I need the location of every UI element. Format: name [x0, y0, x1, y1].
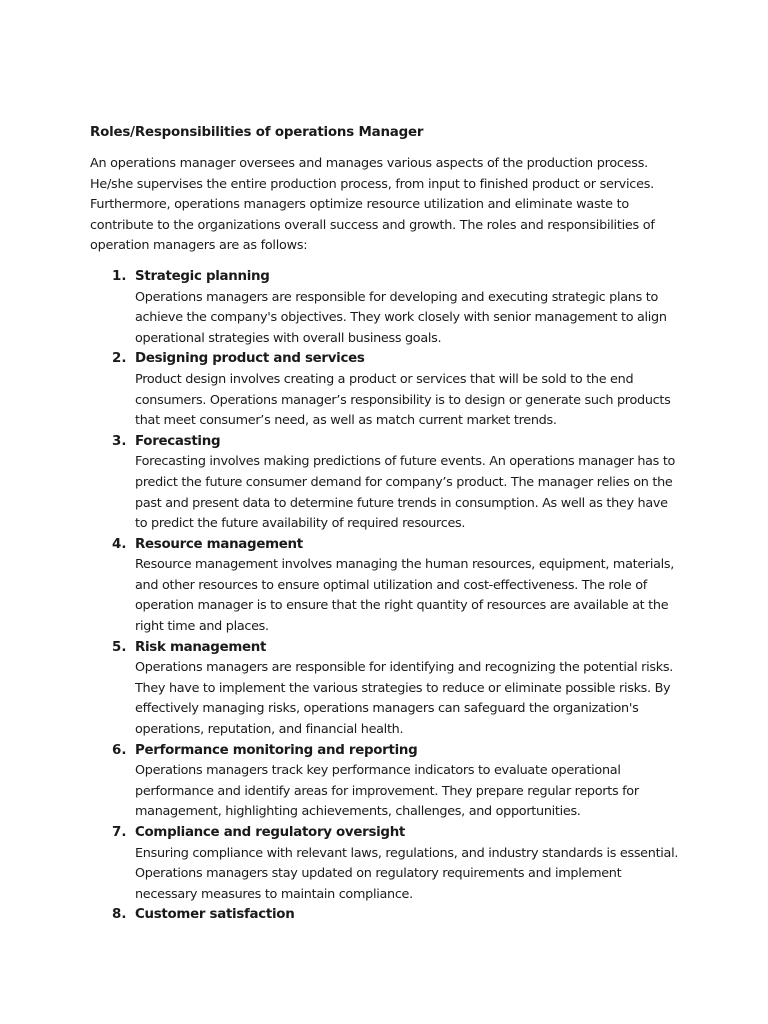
description-line: management, highlighting achievements, challenges, and opportunities. [135, 804, 581, 820]
list-number: 7. [112, 825, 127, 840]
list-item-resource-management [90, 535, 690, 638]
role-heading: Compliance and regulatory oversight [135, 825, 406, 840]
description-line: Product design involves creating a product or services that will be sold to the end [135, 371, 634, 387]
roles-list [90, 267, 690, 926]
intro-paragraph [90, 154, 690, 257]
role-heading: Risk management [135, 639, 267, 655]
description-line: effectively managing risks, operations managers can safeguard the organization's [135, 701, 639, 717]
description-line: Forecasting involves making predictions of future events. An operations manager has to [135, 454, 676, 470]
description-line: past and present data to determine future trends in consumption. As well as they have [135, 495, 668, 511]
list-number: 8. [112, 907, 127, 923]
role-heading: Designing product and services [135, 351, 365, 367]
description-line: to predict the future availability of required resources. [135, 516, 466, 532]
document-title: Roles/Responsibilities of operations Manager [90, 125, 424, 140]
role-description [135, 555, 690, 637]
list-number: 1. [112, 268, 127, 284]
intro-line: He/she supervises the entire production process, from input to finished product or services. [90, 176, 654, 192]
description-line: achieve the company's objectives. They work closely with senior management to align [135, 310, 667, 326]
description-line: They have to implement the various strategies to reduce or eliminate possible risks. By [135, 680, 671, 696]
document-content [90, 124, 690, 926]
role-heading: Forecasting [135, 433, 221, 449]
role-description [135, 844, 690, 906]
role-description [135, 761, 690, 823]
description-line: Operations managers are responsible for identifying and recognizing the potential risks. [135, 660, 673, 676]
description-line: and other resources to ensure optimal utilization and cost-effectiveness. The role of [135, 577, 647, 593]
description-line: predict the future consumer demand for company’s product. The manager relies on the [135, 474, 673, 490]
description-line: Operations managers are responsible for developing and executing strategic plans to [135, 289, 658, 305]
description-line: operations, reputation, and financial health. [135, 722, 404, 738]
description-line: Operations managers stay updated on regulatory requirements and implement [135, 866, 622, 882]
list-number: 4. [112, 536, 127, 552]
role-heading: Performance monitoring and reporting [135, 742, 418, 758]
list-item-customer-satisfaction [90, 905, 690, 926]
description-line: Ensuring compliance with relevant laws, regulations, and industry standards is essential. [135, 845, 679, 861]
description-line: operational strategies with overall business goals. [135, 330, 442, 346]
description-line: necessary measures to maintain compliance. [135, 886, 413, 902]
role-description [135, 288, 690, 350]
list-item-designing-product [90, 349, 690, 431]
intro-line: An operations manager oversees and manages various aspects of the production process. [90, 156, 648, 171]
list-item-strategic-planning [90, 267, 690, 349]
intro-line: contribute to the organizations overall success and growth. The roles and responsibilities of [90, 217, 655, 233]
list-number: 2. [112, 351, 127, 367]
intro-line: operation managers are as follows: [90, 238, 308, 254]
list-item-compliance [90, 823, 690, 905]
role-heading: Customer satisfaction [135, 907, 295, 923]
description-line: that meet consumer’s need, as well as match current market trends. [135, 413, 557, 429]
list-item-forecasting [90, 432, 690, 535]
list-number: 6. [112, 742, 127, 758]
role-description [135, 370, 690, 432]
intro-line: Furthermore, operations managers optimize resource utilization and eliminate waste to [90, 197, 629, 213]
description-line: right time and places. [135, 619, 269, 635]
role-description [135, 658, 690, 740]
role-heading: Resource management [135, 536, 303, 552]
role-description [135, 452, 690, 534]
role-heading: Strategic planning [135, 268, 270, 284]
description-line: consumers. Operations manager’s responsibility is to design or generate such products [135, 392, 671, 408]
list-number: 5. [112, 639, 127, 655]
description-line: Operations managers track key performance indicators to evaluate operational [135, 763, 621, 779]
list-item-performance-monitoring [90, 741, 690, 823]
list-number: 3. [112, 433, 127, 449]
description-line: Resource management involves managing the human resources, equipment, materials, [135, 557, 675, 573]
description-line: performance and identify areas for improvement. They prepare regular reports for [135, 783, 639, 799]
description-line: operation manager is to ensure that the right quantity of resources are available at the [135, 598, 669, 614]
list-item-risk-management [90, 638, 690, 741]
